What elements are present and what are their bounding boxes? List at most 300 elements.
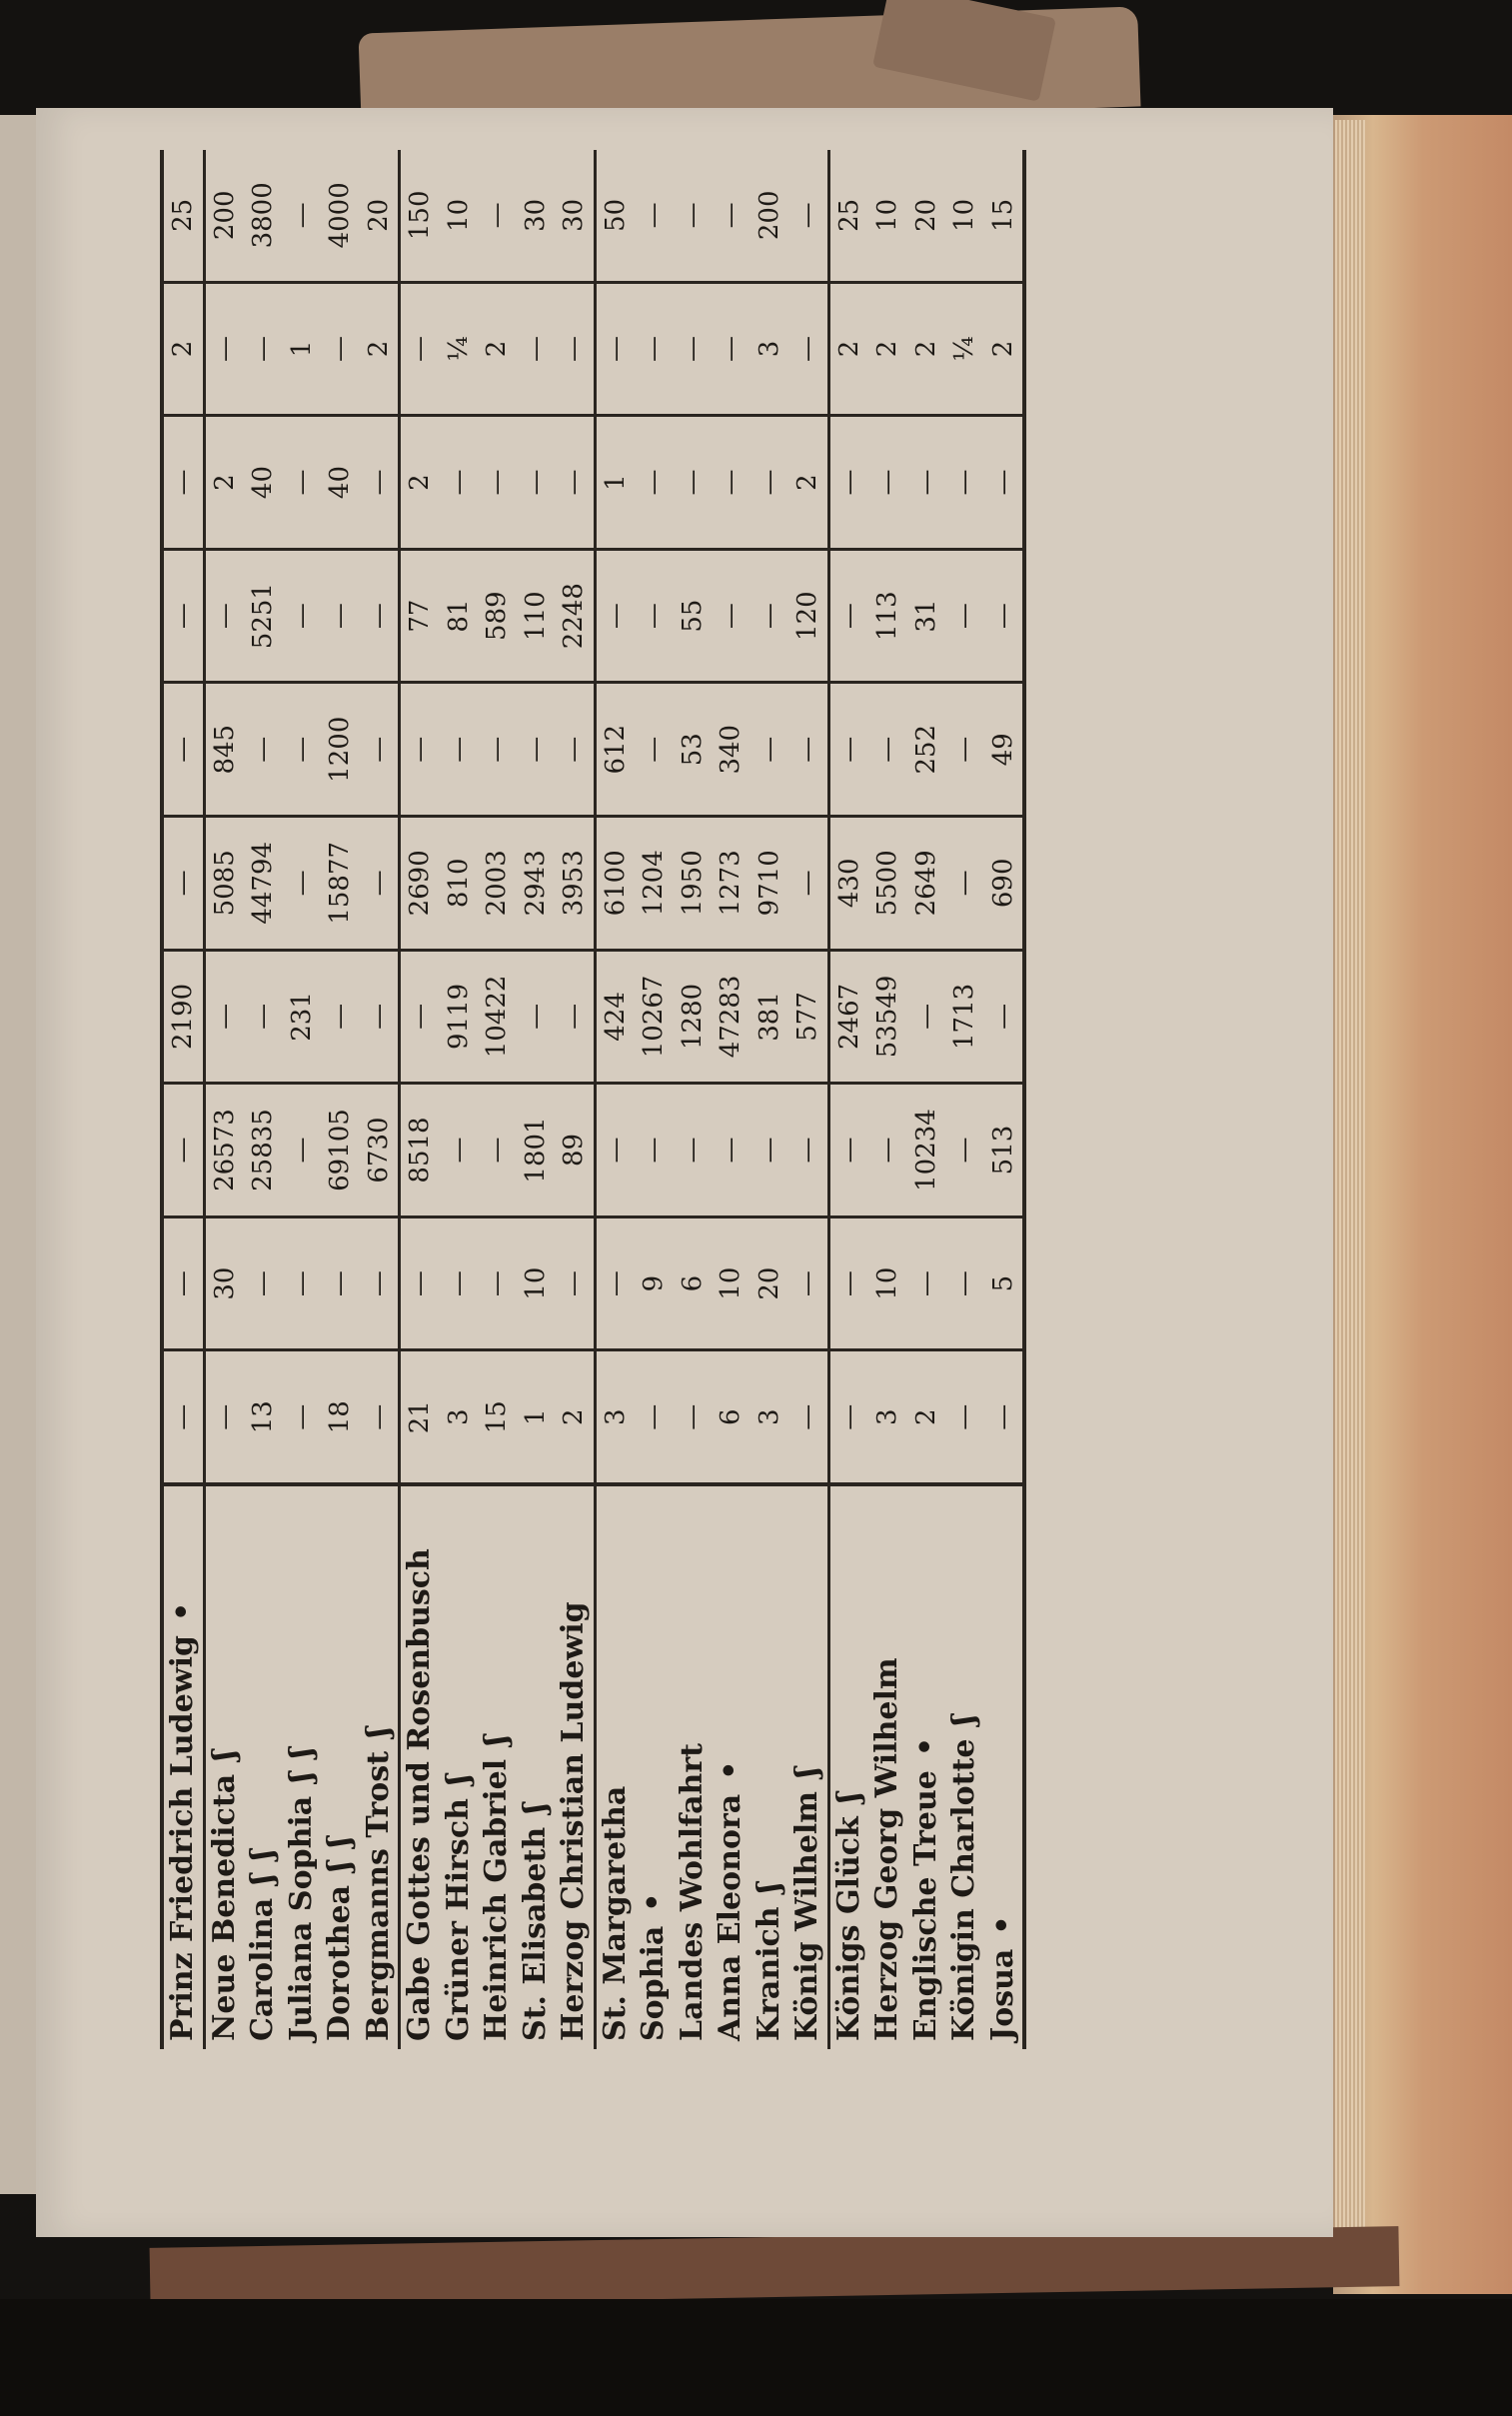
value-cell: — [751,683,789,817]
value-cell: 6730 [360,1084,400,1217]
value-cell: — [639,202,670,229]
mine-name-cell [751,1484,789,2049]
value-cell: 25 [833,198,864,232]
leader-marks: ʃ [789,1765,825,1777]
background-strip [0,2299,1512,2416]
mine-name-cell [204,1484,244,2049]
value-cell: — [674,1350,713,1484]
value-cell: — [788,683,828,817]
leader-marks: • [636,1890,672,1912]
value-cell: 20 [751,1216,789,1350]
value-cell: 5500 [868,817,907,951]
mine-name: Carolina [245,1897,281,2041]
value-cell: 47283 [712,950,751,1084]
mine-name: Königin Charlotte [946,1738,982,2041]
value-cell: 1950 [674,817,713,951]
value-cell: — [788,282,828,416]
value-cell: 6100 [595,817,635,951]
value-cell: — [677,202,708,229]
value-cell: 69105 [321,1084,360,1217]
leader-marks: ʃ [946,1712,982,1725]
value-cell: 2467 [828,950,868,1084]
mine-name-cell [162,1484,204,2049]
value-cell: 10422 [478,950,517,1084]
value-cell: — [517,683,556,817]
value-cell: 8518 [400,1084,440,1217]
value-cell: 110 [517,549,556,683]
value-cell: — [907,950,946,1084]
value-cell: 44794 [244,817,283,951]
value-cell: — [828,683,868,817]
table-row [788,150,828,2049]
value-cell: 9119 [440,950,479,1084]
value-cell: — [244,282,283,416]
value-cell: — [828,1350,868,1484]
value-cell: 2248 [555,549,595,683]
value-cell: 1273 [712,817,751,951]
value-cell: 1713 [945,950,984,1084]
leader-marks: • [713,1758,749,1780]
rotated-table-wrapper [160,150,1099,2049]
value-cell: — [945,549,984,683]
table-row [400,150,440,2049]
value-cell: — [674,416,713,550]
value-cell: ¼ [440,282,479,416]
value-cell: 430 [828,817,868,951]
mine-name: Anna Eleonora [713,1793,749,2041]
value-cell: 810 [440,817,479,951]
value-cell: — [360,950,400,1084]
mine-name: Kranich [751,1906,786,2041]
leader-marks: ʃ [830,1790,866,1803]
value-cell: 77 [400,549,440,683]
value-cell: — [204,1350,244,1484]
value-cell: ¼ [945,282,984,416]
value-cell: — [360,1350,400,1484]
value-cell: — [478,683,517,817]
mine-name-cell [907,1484,946,2049]
value-cell: — [321,549,360,683]
value-cell: 120 [788,549,828,683]
value-cell: 10 [949,198,980,232]
value-cell: 10 [517,1216,556,1350]
mine-name: Josua [984,1948,1020,2041]
value-cell: — [440,683,479,817]
value-cell: — [162,416,204,550]
value-cell: — [595,1216,635,1350]
mine-name: Gabe Gottes und Rosenbusch [402,1548,438,2041]
table-row [712,150,751,2049]
value-cell: — [360,817,400,951]
value-cell: — [712,549,751,683]
value-cell: — [945,817,984,951]
value-cell: 6 [712,1350,751,1484]
value-cell: 381 [751,950,789,1084]
page-edges [1335,120,1365,2279]
value-cell: 612 [595,683,635,817]
table-row [945,150,984,2049]
value-cell: 10 [868,1216,907,1350]
mine-name-cell [555,1484,595,2049]
value-cell: — [283,549,322,683]
mine-name-cell [945,1484,984,2049]
value-cell: — [945,416,984,550]
value-cell: 13 [244,1350,283,1484]
value-cell: — [162,1084,204,1217]
value-cell: — [400,1216,440,1350]
value-cell: — [204,282,244,416]
value-cell: 690 [984,817,1025,951]
value-cell: 89 [555,1084,595,1217]
value-cell: 30 [520,198,551,232]
mine-name: Englische Treue [907,1770,943,2041]
value-cell: 50 [600,198,631,232]
value-cell: 15 [478,1350,517,1484]
value-cell: 589 [478,549,517,683]
value-cell: 3 [595,1350,635,1484]
mine-name-cell [283,1484,322,2049]
mine-name: Grüner Hirsch [440,1798,476,2041]
leader-marks: ʃ [517,1800,553,1813]
table-row [244,150,283,2049]
value-cell: 424 [595,950,635,1084]
value-cell: 31 [907,549,946,683]
value-cell: — [478,416,517,550]
value-cell: 200 [754,190,784,241]
table-row [907,150,946,2049]
value-cell: 1801 [517,1084,556,1217]
value-cell: — [716,202,747,229]
value-cell: — [788,150,828,282]
value-cell: — [162,1350,204,1484]
table-row [162,150,204,2049]
value-cell: — [440,416,479,550]
value-cell: 1204 [635,817,674,951]
value-cell: — [360,549,400,683]
value-cell: 20 [360,150,400,282]
value-cell: — [712,1084,751,1217]
value-cell: — [712,282,751,416]
value-cell: — [907,416,946,550]
value-cell: — [674,282,713,416]
value-cell: — [478,1084,517,1217]
value-cell: 1 [283,282,322,416]
value-cell: — [204,549,244,683]
mine-name-cell [440,1484,479,2049]
mine-name-cell [595,1484,635,2049]
leader-marks: ʃ ʃ [322,1834,358,1871]
value-cell: 25835 [244,1084,283,1217]
mine-name-cell [360,1484,400,2049]
value-cell: 15877 [321,817,360,951]
mine-name-cell [828,1484,868,2049]
table-row [595,150,635,2049]
value-cell: 3 [868,1350,907,1484]
mine-name: St. Elisabeth [517,1826,553,2041]
value-cell: — [868,416,907,550]
value-cell: — [984,549,1025,683]
value-cell: 5251 [244,549,283,683]
value-cell: — [321,950,360,1084]
value-cell: 340 [712,683,751,817]
value-cell: — [868,683,907,817]
value-cell: 2943 [517,817,556,951]
mine-name: Prinz Friedrich Ludewig [165,1635,201,2041]
value-cell: 1 [517,1350,556,1484]
leader-marks: • [984,1913,1020,1935]
leader-marks: • [165,1599,201,1622]
value-cell: 2 [788,416,828,550]
value-cell: 15 [984,150,1025,282]
mine-name-cell [400,1484,440,2049]
value-cell: — [162,1216,204,1350]
value-cell: 2 [868,282,907,416]
value-cell: — [360,416,400,550]
value-cell: — [162,817,204,951]
value-cell: — [828,1084,868,1217]
table-row [321,150,360,2049]
leader-marks: ʃ [479,1732,515,1745]
value-cell: — [945,1216,984,1350]
value-cell: — [635,549,674,683]
value-cell: — [400,950,440,1084]
value-cell: 30 [555,150,595,282]
value-cell: 231 [283,950,322,1084]
table-row [283,150,322,2049]
table-row [204,150,244,2049]
value-cell: — [828,416,868,550]
value-cell: — [440,1084,479,1217]
table-row [868,150,907,2049]
value-cell: 21 [400,1350,440,1484]
left-page-edge [0,115,40,2194]
value-cell: — [595,549,635,683]
leader-marks: ʃ ʃ [283,1745,319,1782]
value-cell: 10 [443,198,474,232]
value-cell: — [162,549,204,683]
value-cell: — [244,1216,283,1350]
mine-name-cell [635,1484,674,2049]
value-cell: — [635,1084,674,1217]
table-row [984,150,1025,2049]
value-cell: — [945,1350,984,1484]
value-cell: 53549 [868,950,907,1084]
value-cell: — [204,950,244,1084]
value-cell: — [555,950,595,1084]
table-row [478,150,517,2049]
value-cell: 3 [440,1350,479,1484]
mine-name: Dorothea [322,1884,358,2041]
value-cell: — [283,817,322,951]
value-cell: 845 [204,683,244,817]
value-cell: 513 [984,1084,1025,1217]
value-cell: 2 [478,282,517,416]
value-cell: 10 [712,1216,751,1350]
value-cell: — [868,1084,907,1217]
value-cell: 2190 [162,950,204,1084]
value-cell: 2649 [907,817,946,951]
mine-name: Königs Glück [830,1816,866,2041]
value-cell: 2 [828,282,868,416]
mine-name: Heinrich Gabriel [479,1758,515,2041]
leader-marks: ʃ [360,1724,396,1737]
leader-marks: ʃ ʃ [245,1847,281,1884]
value-cell: — [984,950,1025,1084]
value-cell: — [751,1084,789,1217]
value-cell: 3 [751,282,789,416]
value-cell: — [555,683,595,817]
value-cell: 113 [868,549,907,683]
value-cell: 2690 [400,817,440,951]
value-cell: — [828,549,868,683]
value-cell: 2 [907,1350,946,1484]
table-row [751,150,789,2049]
value-cell: 55 [674,549,713,683]
value-cell: — [635,416,674,550]
table-row [828,150,868,2049]
leader-marks: ʃ [751,1880,786,1893]
value-cell: 200 [209,190,240,241]
table-row [674,150,713,2049]
value-cell: 9 [635,1216,674,1350]
value-cell: 18 [321,1350,360,1484]
value-cell: 10 [872,198,903,232]
value-cell: 9710 [751,817,789,951]
value-cell: — [788,1084,828,1217]
value-cell: — [321,1216,360,1350]
value-cell: 25 [162,150,204,282]
value-cell: 30 [204,1216,244,1350]
value-cell: 10234 [907,1084,946,1217]
value-cell: 2 [360,282,400,416]
value-cell: 3953 [555,817,595,951]
value-cell: 2 [400,416,440,550]
value-cell: — [751,416,789,550]
value-cell: 1280 [674,950,713,1084]
value-cell: 150 [405,190,436,241]
table-row [517,150,556,2049]
table-row [440,150,479,2049]
value-cell: 2 [555,1350,595,1484]
value-cell: — [283,1216,322,1350]
value-cell: 1200 [321,683,360,817]
value-cell: — [283,683,322,817]
mine-name-cell [788,1484,828,2049]
value-cell: — [440,1216,479,1350]
mine-name: Herzog Georg Wilhelm [869,1657,905,2041]
value-cell: — [945,683,984,817]
mine-name: Bergmanns Trost [360,1750,396,2041]
value-cell: — [360,1216,400,1350]
value-cell: — [400,683,440,817]
mine-register-table [160,150,1026,2049]
value-cell: 2 [984,282,1025,416]
value-cell: — [751,549,789,683]
table-body [162,150,1024,2049]
mine-name: König Wilhelm [789,1790,825,2041]
value-cell: 2 [162,282,204,416]
value-cell: 3 [751,1350,789,1484]
value-cell: — [984,1350,1025,1484]
value-cell: — [162,683,204,817]
value-cell: — [517,950,556,1084]
mine-name: Herzog Christian Ludewig [556,1601,592,2041]
value-cell: 3800 [248,182,279,249]
value-cell: — [400,282,440,416]
mine-name-cell [868,1484,907,2049]
value-cell: — [828,1216,868,1350]
table-row [360,150,400,2049]
value-cell: 26573 [204,1084,244,1217]
mine-name-cell [984,1484,1025,2049]
value-cell: 5085 [204,817,244,951]
value-cell: — [984,416,1025,550]
value-cell: — [788,1350,828,1484]
value-cell: 81 [440,549,479,683]
value-cell: 20 [910,198,941,232]
value-cell: — [283,416,322,550]
mine-name-cell [517,1484,556,2049]
mine-name: Landes Wohlfahrt [674,1742,710,2041]
mine-name: Juliana Sophia [283,1795,319,2041]
mine-name-cell [674,1484,713,2049]
value-cell: — [321,282,360,416]
value-cell: — [283,1350,322,1484]
value-cell: — [517,416,556,550]
value-cell: 10267 [635,950,674,1084]
value-cell: — [555,416,595,550]
table-row [555,150,595,2049]
mine-name-cell [321,1484,360,2049]
value-cell: — [482,202,513,229]
mine-name-cell [712,1484,751,2049]
leader-marks: ʃ [206,1747,242,1760]
value-cell: — [907,1216,946,1350]
value-cell: 2 [907,282,946,416]
value-cell: 53 [674,683,713,817]
value-cell: — [595,282,635,416]
leader-marks: ʃ [440,1772,476,1785]
value-cell: 49 [984,683,1025,817]
value-cell: 2003 [478,817,517,951]
value-cell: — [945,1084,984,1217]
value-cell: — [635,683,674,817]
value-cell: — [517,282,556,416]
value-cell: — [478,1216,517,1350]
value-cell: 577 [788,950,828,1084]
value-cell: — [286,202,317,229]
value-cell: 1 [595,416,635,550]
value-cell: — [788,1216,828,1350]
value-cell: — [712,416,751,550]
value-cell: 4000 [325,182,356,249]
mine-name-cell [478,1484,517,2049]
value-cell: — [635,1350,674,1484]
value-cell: 40 [244,416,283,550]
mine-name: Sophia [636,1925,672,2041]
value-cell: — [674,1084,713,1217]
value-cell: — [244,683,283,817]
value-cell: 5 [984,1216,1025,1350]
value-cell: — [244,950,283,1084]
value-cell: — [360,683,400,817]
value-cell: — [788,817,828,951]
mine-name: Neue Benedicta [206,1773,242,2041]
table-row [635,150,674,2049]
value-cell: — [595,1084,635,1217]
mine-name: St. Margaretha [597,1785,633,2041]
value-cell: — [635,282,674,416]
